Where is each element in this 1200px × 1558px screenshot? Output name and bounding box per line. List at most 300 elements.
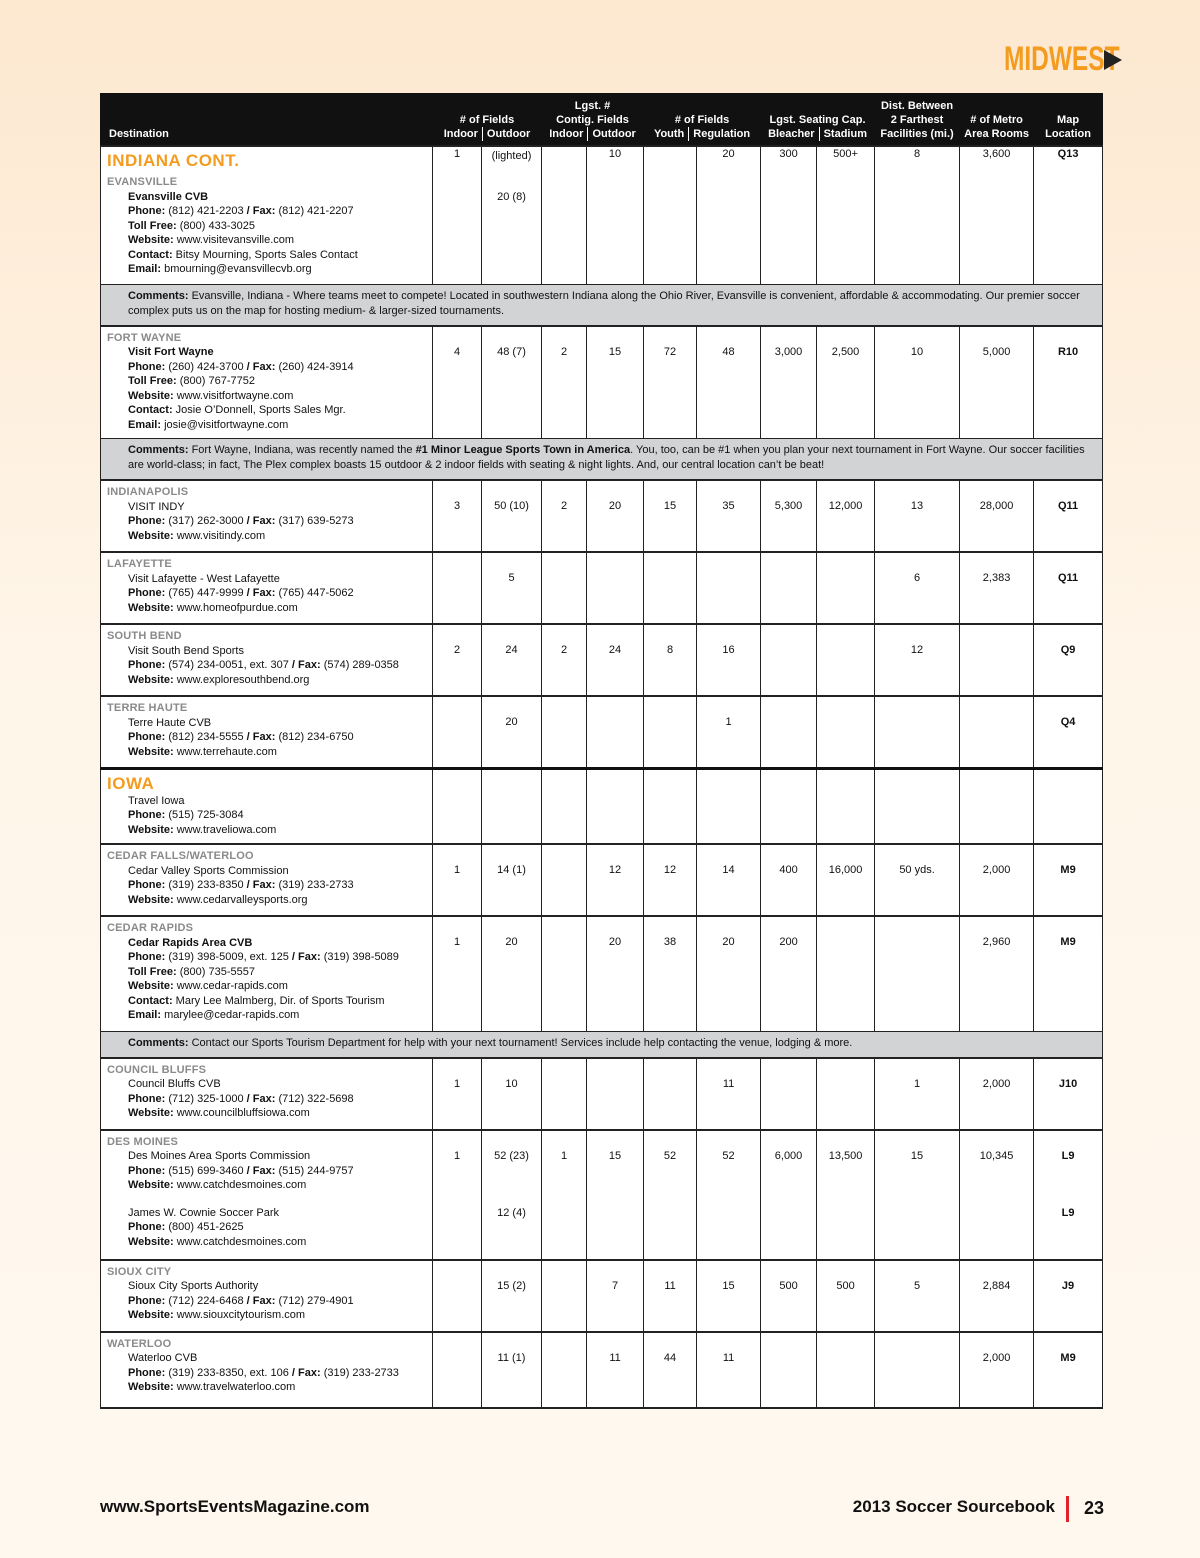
fax-label: Fax:	[298, 1366, 321, 1379]
fax-value: (260) 424-3914	[278, 360, 354, 373]
contig-indoor-cell: 2	[542, 480, 587, 552]
destination-cell	[101, 1058, 433, 1130]
map-cell: M9	[1034, 916, 1103, 1031]
contig-outdoor-cell	[587, 696, 644, 768]
indoor-cell: 1	[433, 844, 482, 916]
toll-free-label: Toll Free:	[128, 965, 177, 978]
contact-label: Contact:	[128, 404, 173, 416]
map-cell: M9	[1034, 1332, 1103, 1408]
phone-value: (260) 424-3700	[168, 360, 244, 373]
outdoor-cell: 50 (10)	[482, 480, 542, 552]
website-label: Website:	[128, 823, 174, 836]
bleacher-cell: 400	[761, 844, 817, 916]
contig-outdoor-cell	[587, 1058, 644, 1130]
comment-highlight: #1 Minor League Sports Town in America	[415, 444, 631, 456]
regulation-cell: 1	[697, 696, 761, 768]
destination-cell	[101, 480, 433, 552]
contact-value: Josie O’Donnell, Sports Sales Mgr.	[175, 404, 346, 416]
org-name: Terre Haute CVB	[128, 716, 212, 729]
fax-value: (319) 233-2733	[278, 879, 354, 891]
fax-label: Fax:	[252, 1164, 276, 1177]
slash: /	[243, 879, 253, 891]
map-cell: Q4	[1034, 696, 1103, 768]
fax-value: (319) 398-5089	[323, 951, 399, 963]
outdoor-cell: 10	[482, 1058, 542, 1130]
bleacher-cell: 300	[761, 146, 817, 284]
rooms-cell: 2,960	[960, 916, 1034, 1031]
fax-label: Fax:	[252, 1294, 276, 1307]
table-row	[101, 146, 1103, 284]
contig-indoor-cell	[542, 844, 587, 916]
slash: /	[288, 951, 298, 963]
stadium-cell	[817, 916, 875, 1031]
org-name: Travel Iowa	[128, 794, 185, 807]
header-regulation: Regulation	[688, 127, 754, 141]
header-distance-line3: Facilities (mi.)	[880, 128, 954, 140]
website-link[interactable]: www.catchdesmoines.com	[176, 1179, 307, 1191]
table-row	[101, 1058, 1103, 1130]
website-link[interactable]: www.cedarvalleysports.org	[176, 893, 308, 906]
website-label: Website:	[128, 745, 174, 758]
distance-cell: 5	[875, 1260, 960, 1332]
outdoor-cell	[482, 768, 542, 844]
org-name: Visit Lafayette - West Lafayette	[128, 572, 280, 585]
slash: /	[288, 1366, 298, 1379]
contig-outdoor-cell: 15	[587, 1130, 644, 1202]
website-label: Website:	[128, 1381, 174, 1393]
contig-outdoor-cell: 12	[587, 844, 644, 916]
email-link[interactable]: bmourning@evansvillecvb.org	[164, 263, 312, 275]
fax-label: Fax:	[298, 659, 321, 671]
city-name: CEDAR FALLS/WATERLOO	[107, 850, 254, 862]
footer-publication: 2013 Soccer Sourcebook	[852, 1497, 1055, 1516]
website-link[interactable]: www.visitindy.com	[176, 529, 266, 542]
comment-text-cont: . You, too, can be #1 when you plan your next tournament in Fort Wayne. Our soccer facilities are world-class; in fact, The Plex complex boasts 15 outdoor & 2 indoor fields with seating & night lights. And, our central location can’t be beat!	[128, 444, 1085, 471]
org-name: Des Moines Area Sports Commission	[128, 1150, 311, 1162]
toll-free-value: (800) 767-7752	[179, 375, 255, 387]
destination-cell	[101, 844, 433, 916]
fax-value: (574) 289-0358	[323, 659, 399, 671]
map-cell: Q11	[1034, 552, 1103, 624]
destination-cell	[101, 1130, 433, 1202]
youth-cell	[644, 696, 697, 768]
header-distance	[875, 93, 960, 146]
table-row	[101, 552, 1103, 624]
contig-indoor-cell	[542, 768, 587, 844]
comment-cell	[101, 1031, 1103, 1058]
website-link[interactable]: www.travelwaterloo.com	[176, 1381, 296, 1393]
email-link[interactable]: marylee@cedar-rapids.com	[164, 1009, 300, 1021]
city-name: INDIANAPOLIS	[107, 486, 189, 498]
contact-value: Mary Lee Malmberg, Dir. of Sports Tourism	[175, 994, 385, 1007]
bleacher-cell: 6,000	[761, 1130, 817, 1202]
header-seating-title: Lgst. Seating Cap.	[769, 114, 866, 126]
phone-value: (317) 262-3000	[168, 515, 244, 527]
map-cell: Q9	[1034, 624, 1103, 696]
website-link[interactable]: www.visitevansville.com	[176, 234, 295, 246]
indoor-cell: 1	[433, 1058, 482, 1130]
header-rooms-line2: Area Rooms	[964, 128, 1029, 140]
contig-indoor-cell	[542, 146, 587, 284]
header-fields-size-title: # of Fields	[674, 114, 730, 126]
youth-cell: 12	[644, 844, 697, 916]
website-link[interactable]: www.visitfortwayne.com	[176, 389, 294, 402]
header-distance-line2: 2 Farthest	[890, 114, 944, 126]
slash: /	[243, 515, 253, 527]
regulation-cell: 11	[697, 1058, 761, 1130]
distance-cell: 6	[875, 552, 960, 624]
comment-row	[101, 1031, 1103, 1058]
bleacher-cell	[761, 1332, 817, 1408]
rooms-cell: 28,000	[960, 480, 1034, 552]
distance-cell	[875, 696, 960, 768]
distance-cell: 13	[875, 480, 960, 552]
website-label: Website:	[128, 1179, 174, 1191]
city-name: EVANSVILLE	[107, 176, 178, 188]
header-distance-line1: Dist. Between	[880, 100, 954, 112]
distance-cell: 12	[875, 624, 960, 696]
website-label: Website:	[128, 234, 174, 246]
youth-cell: 38	[644, 916, 697, 1031]
website-link[interactable]: www.terrehaute.com	[176, 745, 277, 758]
org-name: Visit Fort Wayne	[128, 346, 214, 358]
city-name: SOUTH BEND	[107, 630, 182, 642]
header-contig-outdoor: Outdoor	[587, 127, 639, 141]
bleacher-cell	[761, 1058, 817, 1130]
map-cell: R10	[1034, 326, 1103, 439]
bleacher-cell	[761, 624, 817, 696]
phone-label: Phone:	[128, 205, 166, 217]
city-name: DES MOINES	[107, 1135, 179, 1148]
indoor-cell	[433, 1260, 482, 1332]
contig-outdoor-cell: 20	[587, 480, 644, 552]
contig-outdoor-cell: 11	[587, 1332, 644, 1408]
stadium-cell	[817, 1332, 875, 1408]
outdoor-cell: 24	[482, 624, 542, 696]
phone-label: Phone:	[128, 1092, 166, 1105]
org-name: James W. Cownie Soccer Park	[128, 1206, 279, 1219]
website-link[interactable]: www.councilbluffsiowa.com	[176, 1107, 310, 1119]
slash: /	[243, 360, 253, 373]
destination-cell	[101, 624, 433, 696]
website-link[interactable]: www.exploresouthbend.org	[176, 673, 310, 686]
outdoor-cell: 52 (23)	[482, 1130, 542, 1202]
youth-cell	[644, 1058, 697, 1130]
stadium-cell: 16,000	[817, 844, 875, 916]
distance-cell	[875, 768, 960, 844]
header-stadium: Stadium	[819, 127, 871, 141]
phone-label: Phone:	[128, 809, 166, 821]
slash: /	[243, 1164, 253, 1177]
contig-outdoor-cell: 24	[587, 624, 644, 696]
rooms-cell: 2,000	[960, 844, 1034, 916]
table-row	[101, 768, 1103, 844]
youth-cell: 8	[644, 624, 697, 696]
phone-value: (319) 233-8350, ext. 106	[168, 1366, 289, 1379]
arrow-right-icon	[1104, 50, 1122, 70]
phone-value: (800) 451-2625	[168, 1221, 244, 1233]
map-cell: J10	[1034, 1058, 1103, 1130]
outdoor-cell	[482, 146, 542, 284]
email-link[interactable]: josie@visitfortwayne.com	[164, 418, 289, 431]
stadium-cell: 13,500	[817, 1130, 875, 1202]
website-link[interactable]: www.homeofpurdue.com	[176, 601, 298, 614]
fax-label: Fax:	[298, 951, 321, 963]
bleacher-cell: 200	[761, 916, 817, 1031]
page-number: 23	[1084, 1498, 1105, 1518]
bleacher-cell	[761, 768, 817, 844]
contig-outdoor-cell: 10	[587, 146, 644, 284]
table-row	[101, 844, 1103, 916]
toll-free-value: (800) 433-3025	[179, 219, 255, 232]
map-cell: L9	[1034, 1202, 1103, 1260]
youth-cell	[644, 552, 697, 624]
destination-cell	[101, 696, 433, 768]
stadium-cell: 12,000	[817, 480, 875, 552]
outdoor-cell: 48 (7)	[482, 326, 542, 439]
bleacher-cell: 5,300	[761, 480, 817, 552]
regulation-cell: 35	[697, 480, 761, 552]
website-label: Website:	[128, 529, 174, 542]
youth-cell: 15	[644, 480, 697, 552]
stadium-cell	[817, 1058, 875, 1130]
distance-cell	[875, 916, 960, 1031]
regulation-cell: 52	[697, 1130, 761, 1202]
email-label: Email:	[128, 418, 162, 431]
header-fields	[433, 93, 542, 146]
distance-cell	[875, 1332, 960, 1408]
contig-indoor-cell	[542, 1332, 587, 1408]
destination-cell	[101, 146, 433, 284]
header-fields-size	[644, 93, 761, 146]
org-name: Cedar Rapids Area CVB	[128, 936, 253, 949]
state-heading: INDIANA CONT.	[107, 151, 240, 170]
indoor-cell: 1	[433, 916, 482, 1031]
destination-cell	[101, 916, 433, 1031]
distance-cell: 15	[875, 1130, 960, 1202]
website-label: Website:	[128, 601, 174, 614]
rooms-cell: 2,383	[960, 552, 1034, 624]
header-fields-title: # of Fields	[459, 114, 515, 126]
org-name: Visit South Bend Sports	[128, 644, 244, 657]
website-link[interactable]: www.catchdesmoines.com	[176, 1235, 307, 1248]
phone-label: Phone:	[128, 360, 166, 373]
contig-indoor-cell: 2	[542, 624, 587, 696]
indoor-cell: 2	[433, 624, 482, 696]
city-name: COUNCIL BLUFFS	[107, 1063, 207, 1076]
map-cell: Q11	[1034, 480, 1103, 552]
city-name: FORT WAYNE	[107, 331, 182, 344]
comment-cell	[101, 439, 1103, 481]
region-title: MIDWEST	[1004, 40, 1120, 78]
website-label: Website:	[128, 389, 174, 402]
website-label: Website:	[128, 1309, 174, 1321]
header-indoor: Indoor	[443, 128, 478, 140]
slash: /	[243, 205, 253, 217]
contig-indoor-cell	[542, 552, 587, 624]
header-contig	[542, 93, 644, 146]
phone-label: Phone:	[128, 731, 166, 743]
phone-label: Phone:	[128, 1221, 166, 1233]
fax-label: Fax:	[252, 515, 276, 527]
website-label: Website:	[128, 980, 174, 992]
distance-cell: 50 yds.	[875, 844, 960, 916]
regulation-cell	[697, 1202, 761, 1260]
contact-label: Contact:	[128, 994, 173, 1007]
fax-label: Fax:	[252, 879, 276, 891]
website-link[interactable]: www.traveliowa.com	[176, 823, 277, 836]
table-row	[101, 916, 1103, 1031]
stadium-cell	[817, 768, 875, 844]
indoor-cell: 4	[433, 326, 482, 439]
fax-value: (765) 447-5062	[278, 587, 354, 599]
map-cell: Q13	[1034, 146, 1103, 284]
phone-value: (712) 325-1000	[168, 1092, 244, 1105]
fax-label: Fax:	[252, 360, 276, 373]
slash: /	[243, 1092, 253, 1105]
contact-label: Contact:	[128, 248, 173, 261]
comment-cell	[101, 284, 1103, 326]
stadium-cell: 500+	[817, 146, 875, 284]
comment-row	[101, 284, 1103, 326]
lighted-note: (lighted)	[491, 150, 532, 162]
distance-cell: 8	[875, 146, 960, 284]
phone-value: (765) 447-9999	[168, 587, 244, 599]
stadium-cell	[817, 552, 875, 624]
regulation-cell: 11	[697, 1332, 761, 1408]
outdoor-cell: 14 (1)	[482, 844, 542, 916]
contig-indoor-cell	[542, 1058, 587, 1130]
fax-value: (812) 234-6750	[278, 731, 354, 743]
website-link[interactable]: www.siouxcitytourism.com	[176, 1309, 306, 1321]
stadium-cell	[817, 1202, 875, 1260]
fax-label: Fax:	[252, 1092, 276, 1105]
phone-value: (812) 421-2203	[168, 205, 244, 217]
youth-cell	[644, 146, 697, 284]
org-name: Evansville CVB	[128, 190, 209, 203]
footer-divider	[1066, 1496, 1069, 1522]
regulation-cell	[697, 552, 761, 624]
youth-cell: 11	[644, 1260, 697, 1332]
header-destination: Destination	[101, 93, 433, 146]
outdoor-cell: 20	[482, 916, 542, 1031]
header-contig-indoor: Indoor	[549, 128, 584, 140]
destination-cell	[101, 1202, 433, 1260]
city-name: SIOUX CITY	[107, 1265, 172, 1278]
phone-value: (319) 398-5009, ext. 125	[168, 951, 289, 963]
bleacher-cell: 3,000	[761, 326, 817, 439]
bleacher-cell: 500	[761, 1260, 817, 1332]
fax-label: Fax:	[252, 205, 276, 217]
bleacher-cell	[761, 696, 817, 768]
fax-value: (515) 244-9757	[278, 1164, 354, 1177]
rooms-cell: 5,000	[960, 326, 1034, 439]
header-outdoor: Outdoor	[482, 127, 534, 141]
org-name: VISIT INDY	[128, 500, 185, 513]
rooms-cell	[960, 768, 1034, 844]
website-label: Website:	[128, 893, 174, 906]
contig-indoor-cell	[542, 1202, 587, 1260]
slash: /	[243, 587, 253, 599]
phone-value: (812) 234-5555	[168, 731, 244, 743]
indoor-cell	[433, 552, 482, 624]
table-row	[101, 1202, 1103, 1260]
contig-indoor-cell	[542, 696, 587, 768]
comment-row	[101, 439, 1103, 481]
outdoor-cell: 5	[482, 552, 542, 624]
footer-website[interactable]: www.SportsEventsMagazine.com	[100, 1497, 370, 1516]
fax-value: (319) 233-2733	[323, 1366, 399, 1379]
destination-cell	[101, 552, 433, 624]
regulation-cell: 16	[697, 624, 761, 696]
stadium-cell	[817, 624, 875, 696]
city-name: TERRE HAUTE	[107, 702, 188, 714]
indoor-cell: 1	[433, 146, 482, 284]
phone-label: Phone:	[128, 951, 166, 963]
website-label: Website:	[128, 1107, 174, 1119]
header-seating	[761, 93, 875, 146]
phone-label: Phone:	[128, 659, 166, 671]
rooms-cell: 3,600	[960, 146, 1034, 284]
contig-indoor-cell	[542, 1260, 587, 1332]
map-cell: L9	[1034, 1130, 1103, 1202]
rooms-cell	[960, 1202, 1034, 1260]
destination-cell	[101, 1260, 433, 1332]
phone-label: Phone:	[128, 1164, 166, 1177]
contig-outdoor-cell	[587, 768, 644, 844]
distance-cell: 10	[875, 326, 960, 439]
outdoor-value: 20 (8)	[497, 190, 526, 203]
table-row	[101, 480, 1103, 552]
toll-free-value: (800) 735-5557	[179, 965, 255, 978]
indoor-cell	[433, 768, 482, 844]
slash: /	[243, 1294, 253, 1307]
outdoor-cell: 20	[482, 696, 542, 768]
map-cell: M9	[1034, 844, 1103, 916]
org-name: Waterloo CVB	[128, 1352, 198, 1364]
phone-label: Phone:	[128, 879, 166, 891]
phone-label: Phone:	[128, 587, 166, 599]
header-map	[1034, 93, 1103, 146]
contig-indoor-cell: 2	[542, 326, 587, 439]
phone-value: (712) 224-6468	[168, 1294, 244, 1307]
state-heading: IOWA	[107, 773, 155, 793]
regulation-cell: 14	[697, 844, 761, 916]
outdoor-cell: 12 (4)	[482, 1202, 542, 1260]
org-name: Council Bluffs CVB	[128, 1078, 221, 1090]
header-contig-line1: Lgst. #	[574, 100, 611, 112]
rooms-cell: 10,345	[960, 1130, 1034, 1202]
regulation-cell	[697, 768, 761, 844]
header-rooms	[960, 93, 1034, 146]
youth-cell	[644, 1202, 697, 1260]
city-name: LAFAYETTE	[107, 558, 172, 570]
toll-free-label: Toll Free:	[128, 219, 177, 232]
distance-cell	[875, 1202, 960, 1260]
indoor-cell	[433, 696, 482, 768]
indoor-cell: 3	[433, 480, 482, 552]
website-link[interactable]: www.cedar-rapids.com	[176, 980, 288, 992]
contig-outdoor-cell: 7	[587, 1260, 644, 1332]
contig-outdoor-cell: 20	[587, 916, 644, 1031]
indoor-cell	[433, 1202, 482, 1260]
fax-value: (317) 639-5273	[278, 515, 354, 527]
phone-label: Phone:	[128, 1294, 166, 1307]
youth-cell: 72	[644, 326, 697, 439]
table-row	[101, 1332, 1103, 1408]
stadium-cell: 500	[817, 1260, 875, 1332]
stadium-cell	[817, 696, 875, 768]
